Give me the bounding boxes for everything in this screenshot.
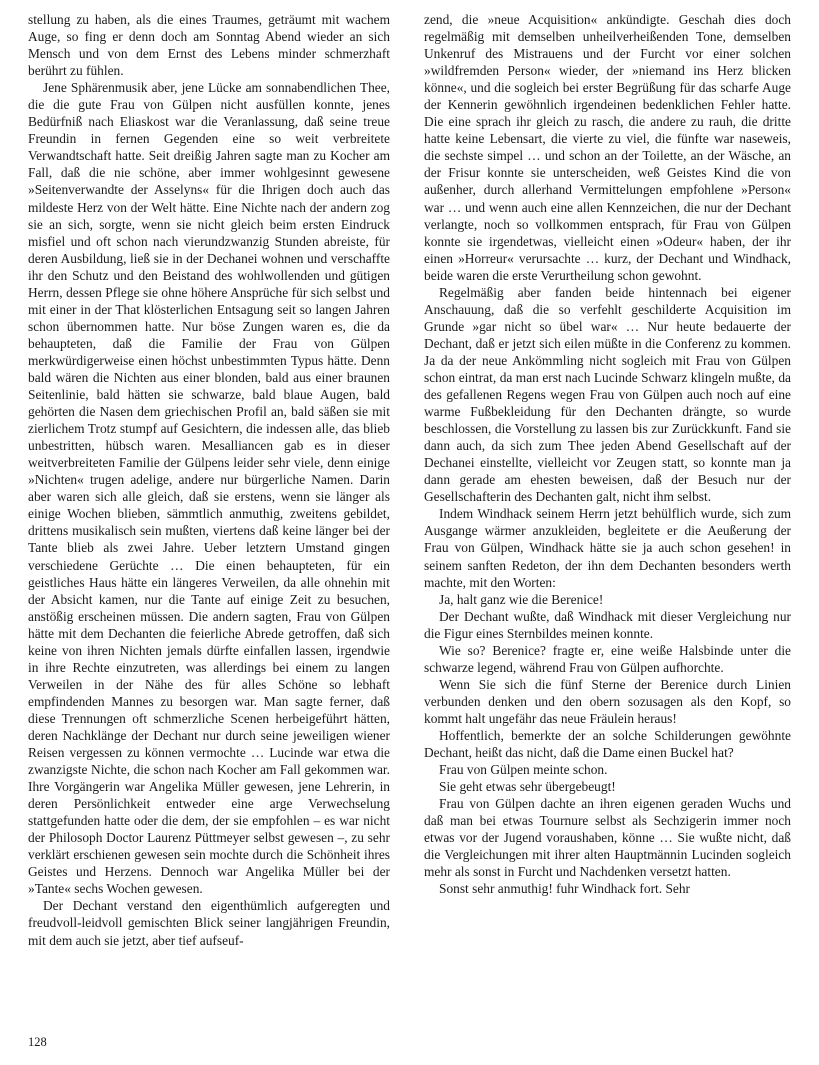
paragraph: Sonst sehr anmuthig! fuhr Windhack fort. Sehr bbox=[439, 881, 690, 897]
paragraph: stellung zu haben, als die eines Traumes, geträumt mit wachem Auge, so fing er denn doch am Sonntag Abend wieder an sich Mensch und von dem Ernst des Lebens minder schmerzhaft berührt zu fühlen. bbox=[28, 12, 390, 79]
paragraph: Jene Sphärenmusik aber, jene Lücke am sonnabendlichen Thee, die die gute Frau von Gülpen nicht ausfüllen konnte, jenes Bedürfniß nach Eliaskost war die Veranlassung, daß seine treue Freundin in fernen Gegenden eine so weit verbreitete Verwandtschaft hatte. Seit dreißig Jahren sagte man zu Kocher am Fall, daß die nie schöne, aber immer wohlgesinnt gewesene »Seitenverwandte der Asselyns« für die Ihrigen doch auch das mildeste Herz von der Welt hätte. Eine Nichte nach der andern zog sie an sich, sorgte, wenn sie nicht gleich beim ersten Eindruck misfiel und oft schon nach vierundzwanzig Stunden abreiste, für deren Ausbildung, ließ sie in der Dechanei wohnen und verschaffte ihr den Schutz und den Beistand des wohlwollenden und gütigen Herrn, dessen Pflege sie ohne höhere Ansprüche für sich selbst und mit einer in der That klösterlichen Entsagung seit so langen Jahren schon übernommen hatte. Nur böse Zungen waren es, die da behaupteten, daß die Familie der Frau von Gülpen merkwürdigerweise einen höchst unbestimmten Typus hätte. Denn bald wären die Nichten aus einer blonden, bald aus einer braunen Seitenlinie, bald hätten sie schwarze, bald blaue Augen, bald gehörten die Nasen dem griechischen Profil an, bald säßen sie mit zierlichem Trotz stumpf auf Gesichtern, die indessen alle, das blieb unbestritten, hübsch waren. Mesalliancen gab es in dieser weitverbreiteten Familie der Gülpens leider sehr viele, denn einige »Nichten« trugen adelige, andere nur bürgerliche Namen. Darin aber waren sich alle gleich, daß sie erstens, wenn sie länger als einige Wochen blieben, sämmtlich anmuthig, zweitens gebildet, drittens musikalisch sein mußten, viertens daß keine länger bei der Tante blieb als zwei Jahre. Ueber letztern Umstand gingen verschiedene Gerüchte … Die einen behaupteten, für ein geistliches Haus hätte ein längeres Verweilen, da alle ohnehin mit der Absicht kamen, nur die Tante auf einige Zeit zu besuchen, anstößig erscheinen müssen. Die andern sagten, Frau von Gülpen hätte mit dem Dechanten die feierliche Abrede getroffen, daß sich keine von ihren Nichten jemals dürfte einfallen lassen, irgendwie in ihre Rechte einzutreten, was allerdings bei einem zu langen Verweilen in der Nähe des für alles Schöne so lebhaft empfindenden Mannes zu besorgen war. Man sagte ferner, daß diese Trennungen oft schmerzliche Scenen herbeigeführt hätten, deren Nachklänge der Dechant nur durch seine jeweiligen wiener Reisen vergessen zu können vermochte … Lucinde war etwa die zwanzigste Nichte, die schon nach Kocher am Fall gekommen war. Ihre Vorgängerin war Angelika Müller gewesen, jene Lehrerin, in deren Persönlichkeit entweder eine arge Verwechselung stattgefunden hatte oder die dem, der sie empfohlen – es war nicht der Philosoph Doctor Laurenz Püttmeyer selbst gewesen –, zu sehr verklärt erschienen gewesen sein mochte durch die Schönheit ihres Geistes und Herzens. Dennoch war Angelika Müller bei der »Tante« sechs Wochen gewesen. bbox=[28, 80, 390, 897]
paragraph: Regelmäßig aber fanden beide hintennach bei eigener Anschauung, daß die so verfehlt geschilderte Acquisition im Grunde »gar nicht so übel war« … Nur heute bedauerte der Dechant, daß er jetzt sich eilen müßte in die Conferenz zu kommen. Ja da der neue Ankömmling nicht sogleich mit Frau von Gülpen schon eintrat, da man erst nach Lucinde Schwarz klingeln mußte, da des gefallenen Regens wegen Frau von Gülpen auch noch auf eine warme Fußbekleidung für den Dechanten drängte, so wurde beschlossen, die Vorstellung zu lassen bis zur Zurückkunft. Fand sie dann auch, da sich zum Thee jeden Abend Gesellschaft auf der Dechanei einstellte, vielleicht vor Zeugen statt, so konnte man ja dann gerade am ehesten beweisen, daß der Besuch nur der Gesellschafterin des Dechanten galt, nicht ihm selbst. bbox=[424, 284, 791, 505]
paragraph: Sie geht etwas sehr übergebeugt! bbox=[439, 779, 616, 795]
paragraph: Indem Windhack seinem Herrn jetzt behülflich wurde, sich zum Ausgange wärmer anzukleiden, begleitete er die Aeußerung der Frau von Gülpen, Windhack hätte sie ja auch schon gesehen! in seinem sanften Redeton, der ihn dem Dechanten besonders werth machte, mit den Worten: bbox=[424, 506, 791, 590]
paragraph: Frau von Gülpen dachte an ihren eigenen geraden Wuchs und daß man bei etwas Tournure selbst als Sechzigerin immer noch etwas vor der Jugend voraushaben, könne … Sie wußte nicht, daß die Vergleichungen mit ihrer alten Hauptmännin Lucinden sogleich mehr als sonst in Furcht und Nachdenken versetzt hatten. bbox=[424, 796, 791, 880]
right-column bbox=[424, 11, 791, 897]
paragraph: Hoffentlich, bemerkte der an solche Schilderungen gewöhnte Dechant, heißt das nicht, daß die Dame einen Buckel hat? bbox=[424, 727, 791, 761]
paragraph: Wenn Sie sich die fünf Sterne der Berenice durch Linien verbunden denken und den obern sozusagen als den Kopf, so kommt halt ungefähr das neue Fräulein heraus! bbox=[424, 676, 791, 726]
paragraph: Ja, halt ganz wie die Berenice! bbox=[439, 591, 604, 607]
paragraph: Wie so? Berenice? fragte er, eine weiße Halsbinde unter die schwarze legend, während Frau von Gülpen aufhorchte. bbox=[424, 642, 791, 675]
page-number: 128 bbox=[28, 1035, 47, 1049]
paragraph: Der Dechant wußte, daß Windhack mit dieser Vergleichung nur die Figur eines Sternbildes meinen konnte. bbox=[424, 608, 791, 641]
left-column bbox=[28, 11, 390, 949]
paragraph: Der Dechant verstand den eigenthümlich aufgeregten und freudvoll-leidvoll gemischten Blick seiner langjährigen Freundin, mit dem auch sie jetzt, aber tief aufseuf- bbox=[28, 898, 390, 948]
paragraph: zend, die »neue Acquisition« ankündigte. Geschah dies doch regelmäßig mit demselben unheilverheißenden Tone, demselben Unkenruf des Mistrauens und der Furcht vor einer solchen »wildfremden Person« wieder, der »niemand ins Herz blicken könne«, und die sogleich bei erster Begrüßung für das scharfe Auge der Kennerin gewöhnlich irgendeinen bedenklichen Fehler hatte. Die eine sprach ihr gleich zu rasch, die andere zu rauh, die dritte hatte keine Lebensart, die vierte zu viel, die fünfte war naseweis, die sechste simpel … und schon an der Toilette, an der Wäsche, an der Frisur konnte sie unterscheiden, weß Geistes Kind die von außenher, durch allerhand Vermittelungen empfohlene »Person« war … und wenn auch eine allen Kennzeichen, die nur der Dechant verlangte, noch so vollkommen entsprach, für Frau von Gülpen konnte sie irgendetwas, vielleicht einen »Odeur« haben, der ihr einen »Horreur« verursachte … kurz, der Dechant und Windhack, beide waren die erste Verurtheilung schon gewohnt. bbox=[424, 12, 791, 283]
paragraph: Frau von Gülpen meinte schon. bbox=[439, 762, 608, 778]
